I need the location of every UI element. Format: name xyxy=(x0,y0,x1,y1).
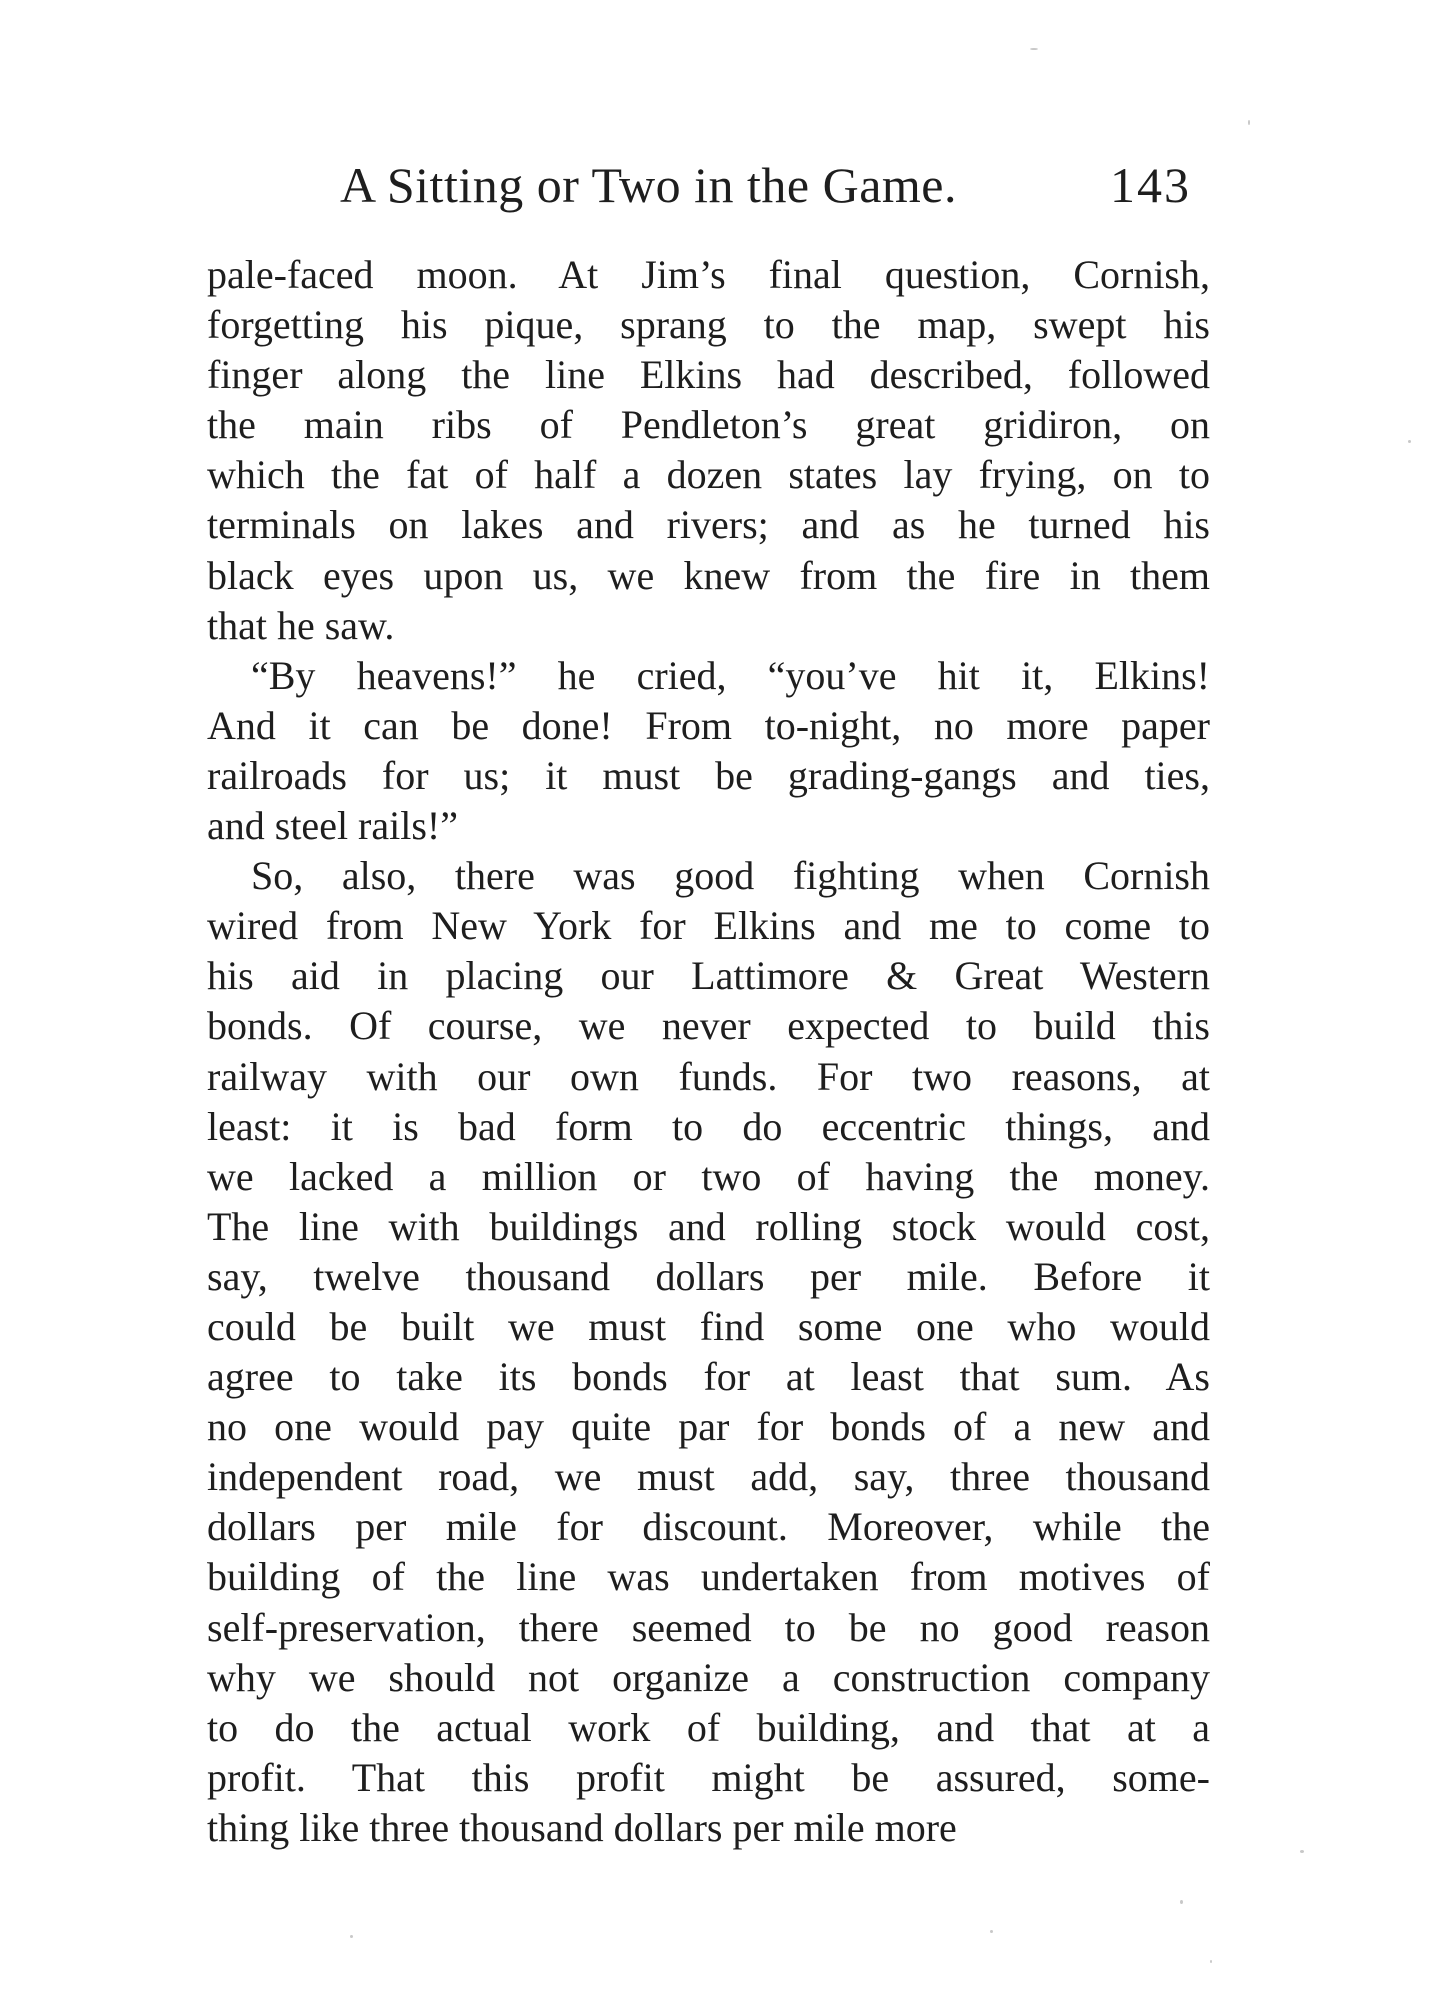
scan-speck xyxy=(1300,1850,1304,1853)
scan-speck xyxy=(1408,440,1411,443)
text-line: dollars per mile for discount. Moreover, while the xyxy=(207,1504,1210,1550)
scan-speck xyxy=(350,1935,353,1938)
scan-speck xyxy=(1248,120,1250,125)
scan-speck xyxy=(1180,1900,1183,1904)
text-line: railway with our own funds. For two reasons, at xyxy=(207,1053,1210,1099)
text-line: forgetting his pique, sprang to the map, swept his xyxy=(207,302,1210,348)
text-line: that he saw. xyxy=(207,602,395,648)
text-line: black eyes upon us, we knew from the fire in them xyxy=(207,552,1210,598)
text-line: his aid in placing our Lattimore & Great Western xyxy=(207,953,1210,999)
scan-speck xyxy=(1210,1960,1212,1963)
text-line: no one would pay quite par for bonds of a new and xyxy=(207,1404,1210,1450)
text-line: we lacked a million or two of having the money. xyxy=(207,1153,1210,1199)
text-line: thing like three thousand dollars per mile more xyxy=(207,1804,957,1850)
page-number: 143 xyxy=(1110,157,1191,213)
text-line: the main ribs of Pendleton’s great gridiron, on xyxy=(207,402,1210,448)
text-line: And it can be done! From to-night, no more paper xyxy=(207,702,1210,748)
text-line: building of the line was undertaken from motives of xyxy=(207,1554,1210,1600)
text-line: say, twelve thousand dollars per mile. Before it xyxy=(207,1253,1210,1299)
text-line: to do the actual work of building, and that at a xyxy=(207,1704,1210,1750)
scan-speck xyxy=(990,1930,993,1933)
text-line: why we should not organize a construction company xyxy=(207,1654,1210,1700)
text-line: The line with buildings and rolling stock would cost, xyxy=(207,1203,1210,1249)
text-line: independent road, we must add, say, three thousand xyxy=(207,1454,1210,1500)
text-line: pale-faced moon. At Jim’s final question, Cornish, xyxy=(207,252,1210,297)
text-line: could be built we must find some one who would xyxy=(207,1303,1210,1349)
text-line: railroads for us; it must be grading-gangs and ties, xyxy=(207,752,1210,798)
text-line: which the fat of half a dozen states lay frying, on to xyxy=(207,452,1210,498)
text-line: finger along the line Elkins had described, followed xyxy=(207,352,1210,398)
text-line: wired from New York for Elkins and me to come to xyxy=(207,903,1210,949)
body-text xyxy=(207,250,1210,1853)
text-line: bonds. Of course, we never expected to build this xyxy=(207,1003,1210,1049)
text-line: So, also, there was good fighting when Cornish xyxy=(251,853,1210,899)
text-line: self-preservation, there seemed to be no good reason xyxy=(207,1604,1210,1650)
text-line: “By heavens!” he cried, “you’ve hit it, Elkins! xyxy=(251,652,1210,698)
text-line: and steel rails!” xyxy=(207,803,458,849)
text-line: least: it is bad form to do eccentric things, and xyxy=(207,1103,1210,1149)
running-title: A Sitting or Two in the Game. xyxy=(340,157,957,213)
running-head xyxy=(340,150,1220,220)
text-line: agree to take its bonds for at least that sum. As xyxy=(207,1354,1210,1400)
text-line: terminals on lakes and rivers; and as he turned his xyxy=(207,502,1210,548)
scan-speck xyxy=(1030,48,1038,50)
text-line: profit. That this profit might be assured, some- xyxy=(207,1754,1210,1800)
